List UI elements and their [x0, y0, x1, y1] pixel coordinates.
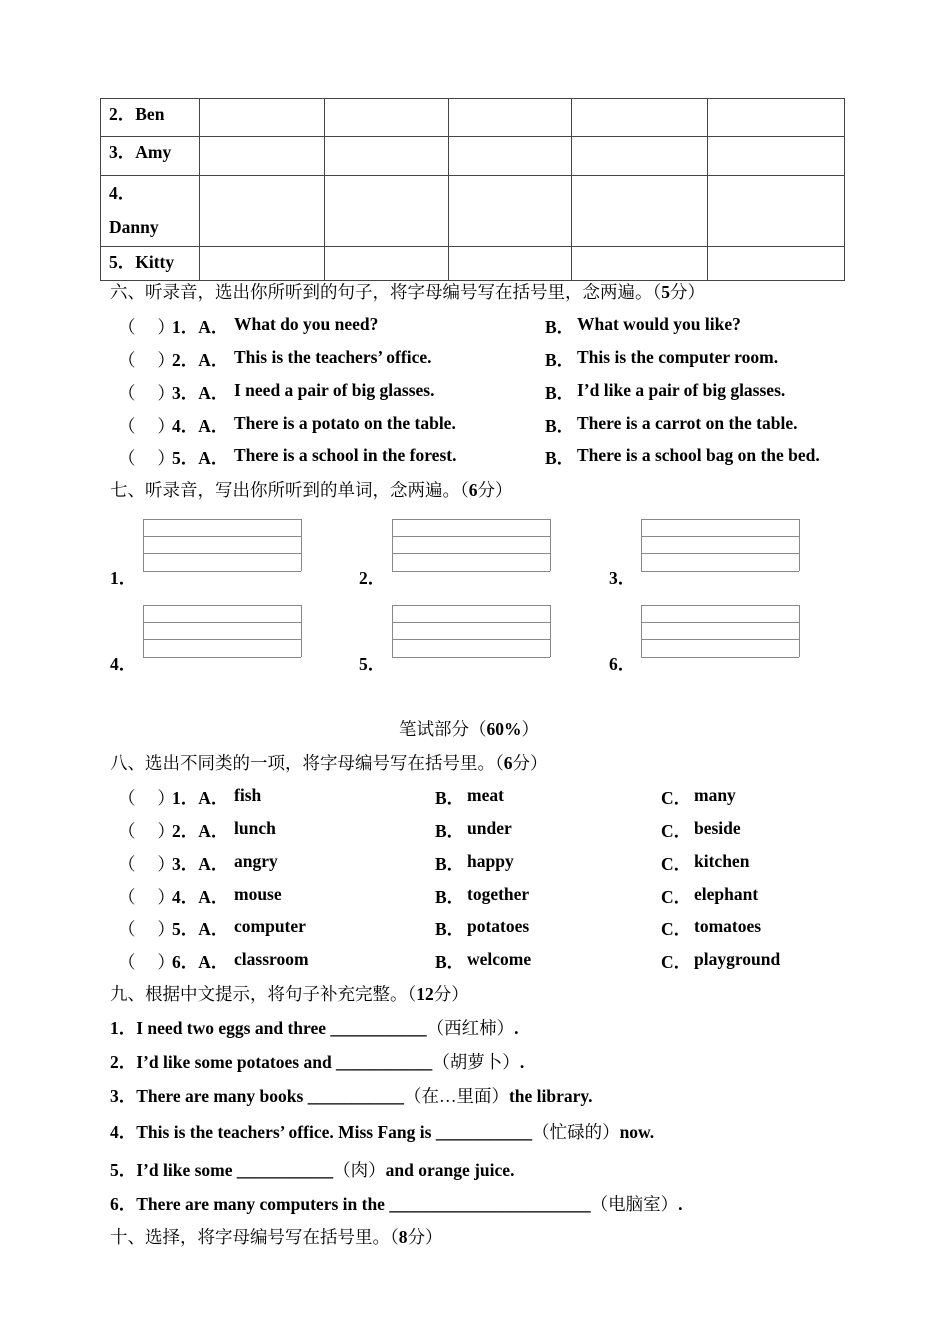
answer-cell[interactable]: [199, 247, 324, 281]
answer-cell[interactable]: [324, 137, 448, 176]
section6-title: 六、听录音，选出你所听到的句子，将字母编号写在括号里，念两遍。（5分）: [110, 282, 705, 302]
answer-cell[interactable]: [448, 137, 572, 176]
write-item-label: 1．: [110, 568, 137, 588]
answer-cell[interactable]: [448, 247, 572, 281]
answer-cell[interactable]: [572, 99, 708, 137]
write-item-label: 3．: [609, 568, 636, 588]
section9-item-2: 2．I’d like some potatoes and ___________（胡萝卜）.: [110, 1052, 525, 1072]
write-item-label: 4．: [110, 654, 137, 674]
row-label-line2: Danny: [109, 217, 159, 237]
answer-table: [100, 98, 845, 281]
section9-item-4: 4．This is the teachers’ office. Miss Fang is ___________（忙碌的）now.: [110, 1122, 655, 1142]
answer-cell[interactable]: [199, 176, 324, 247]
section7-title: 七、听录音，写出你所听到的单词，念两遍。（6分）: [110, 480, 513, 500]
answer-paren[interactable]: （ ）: [118, 788, 175, 808]
answer-paren[interactable]: （ ）: [118, 919, 175, 939]
write-item-label: 6．: [609, 654, 636, 674]
section9-item-5: 5．I’d like some ___________（肉）and orange juice.: [110, 1160, 515, 1180]
section10-title: 十、选择，将字母编号写在括号里。（8分）: [110, 1227, 443, 1247]
answer-paren[interactable]: （ ）: [118, 416, 175, 436]
row-label: [101, 176, 200, 247]
answer-cell[interactable]: [324, 99, 448, 137]
writing-lines[interactable]: [641, 605, 799, 657]
answer-paren[interactable]: （ ）: [118, 383, 175, 403]
section9-title: 九、根据中文提示，将句子补充完整。（12分）: [110, 984, 469, 1004]
written-part-heading: 笔试部分（60%）: [399, 719, 539, 739]
answer-cell[interactable]: [448, 99, 572, 137]
answer-cell[interactable]: [708, 99, 845, 137]
row-label-line1: 4．: [109, 183, 136, 203]
answer-paren[interactable]: （ ）: [118, 448, 175, 468]
answer-cell[interactable]: [572, 137, 708, 176]
table-row: [101, 99, 845, 137]
answer-paren[interactable]: （ ）: [118, 821, 175, 841]
answer-paren[interactable]: （ ）: [118, 317, 175, 337]
writing-lines[interactable]: [143, 519, 301, 571]
write-item-label: 5．: [359, 654, 386, 674]
answer-cell[interactable]: [708, 137, 845, 176]
write-item-label: 2．: [359, 568, 386, 588]
answer-paren[interactable]: （ ）: [118, 887, 175, 907]
row-label: 3．Amy: [101, 137, 200, 176]
row-label: 2．Ben: [101, 99, 200, 137]
answer-cell[interactable]: [572, 176, 708, 247]
table-row: [101, 176, 845, 247]
writing-lines[interactable]: [392, 519, 550, 571]
answer-cell[interactable]: [708, 176, 845, 247]
answer-cell[interactable]: [448, 176, 572, 247]
answer-cell[interactable]: [708, 247, 845, 281]
table-row: [101, 137, 845, 176]
answer-cell[interactable]: [199, 137, 324, 176]
answer-paren[interactable]: （ ）: [118, 350, 175, 370]
answer-cell[interactable]: [324, 247, 448, 281]
answer-cell[interactable]: [199, 99, 324, 137]
answer-paren[interactable]: （ ）: [118, 854, 175, 874]
row-label: 5．Kitty: [101, 247, 200, 281]
answer-cell[interactable]: [572, 247, 708, 281]
answer-paren[interactable]: （ ）: [118, 952, 175, 972]
writing-lines[interactable]: [143, 605, 301, 657]
writing-lines[interactable]: [392, 605, 550, 657]
table-row: [101, 247, 845, 281]
answer-cell[interactable]: [324, 176, 448, 247]
writing-lines[interactable]: [641, 519, 799, 571]
section8-title: 八、选出不同类的一项，将字母编号写在括号里。（6分）: [110, 753, 548, 773]
section9-item-1: 1．I need two eggs and three ___________（西红柿）.: [110, 1018, 519, 1038]
section9-item-6: 6．There are many computers in the _______________________（电脑室）.: [110, 1194, 683, 1214]
section9-item-3: 3．There are many books ___________（在…里面）the library.: [110, 1086, 593, 1106]
